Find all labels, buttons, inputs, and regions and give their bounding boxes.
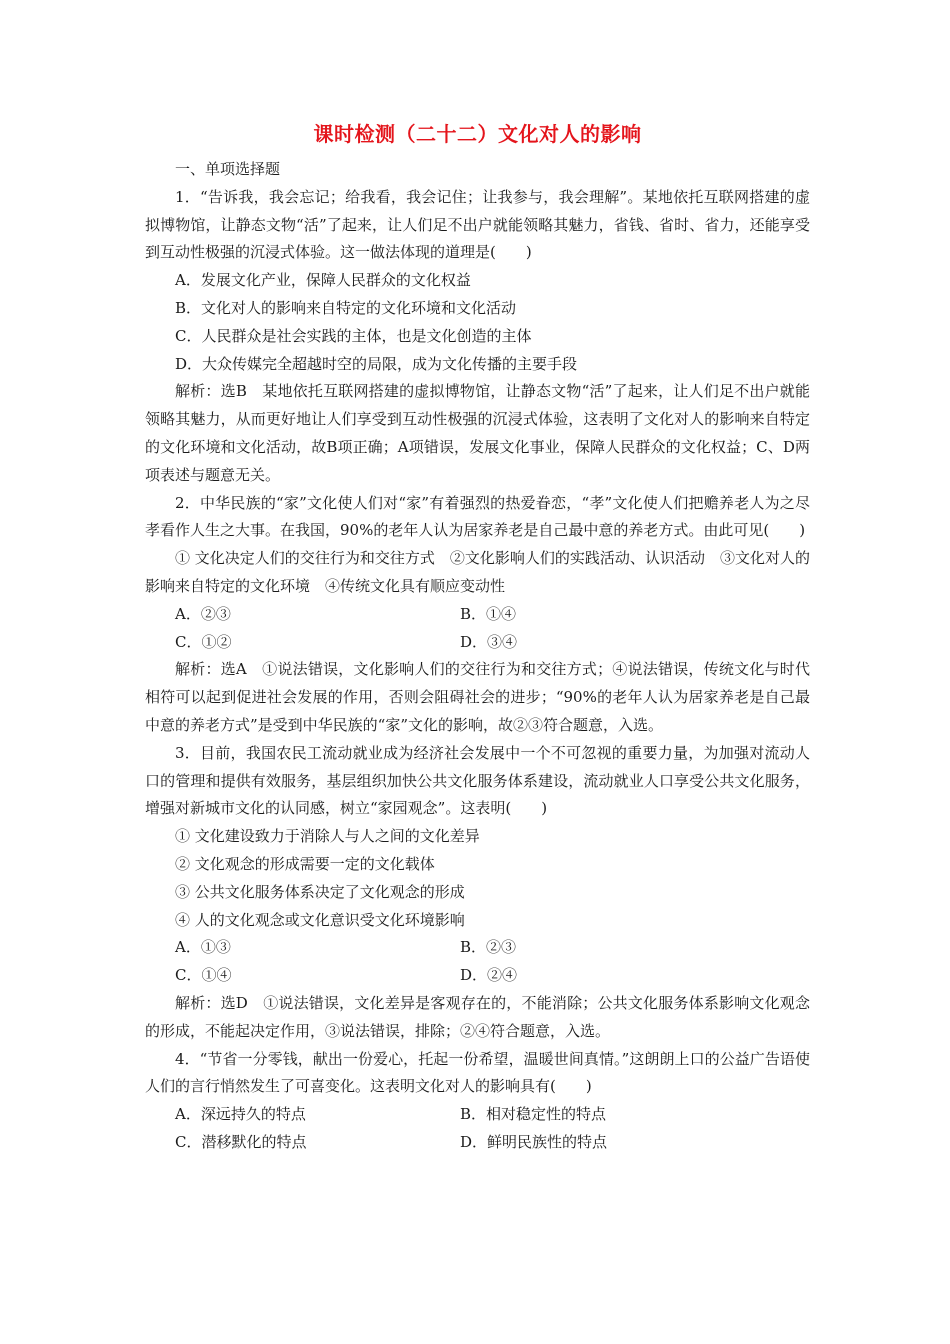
page-title: 课时检测（二十二）文化对人的影响 — [313, 122, 642, 146]
question-3-statement-2: ② 文化观念的形成需要一定的文化载体 — [175, 854, 435, 873]
question-4 — [145, 1046, 810, 1157]
question-2-options-row-2 — [145, 629, 810, 657]
question-4-options-row-1 — [145, 1101, 810, 1129]
question-1-stem: 1．“告诉我，我会忘记；给我看，我会记住；让我参与，我会理解”。某地依托互联网搭建的虚拟博物馆，让静态文物“活”了起来，让人们足不出户就能领略其魅力，省钱、省时、省力，还能享受到互动性极强的沉浸式体验。这一做法体现的道理是( ) — [145, 187, 810, 262]
section-heading: 一、单项选择题 — [175, 160, 281, 178]
question-3-analysis: 解析：选D ①说法错误，文化差异是客观存在的，不能消除；公共文化服务体系影响文化观念的形成，不能起决定作用，③说法错误，排除；②④符合题意，入选。 — [145, 993, 810, 1040]
question-3-statement-4: ④ 人的文化观念或文化意识受文化环境影响 — [175, 910, 465, 929]
question-4-option-b: B．相对稳定性的特点 — [460, 1105, 607, 1124]
question-2-option-d: D．③④ — [460, 632, 518, 651]
question-3-option-b: B．②③ — [460, 938, 517, 957]
question-4-options-row-2 — [145, 1129, 810, 1157]
question-2 — [145, 490, 810, 740]
question-4-option-a: A．深远持久的特点 — [175, 1105, 306, 1124]
document-page — [145, 118, 810, 1157]
question-4-option-c: C．潜移默化的特点 — [175, 1132, 307, 1151]
question-3-statement-1: ① 文化建设致力于消除人与人之间的文化差异 — [175, 827, 480, 846]
question-2-options-row-1 — [145, 601, 810, 629]
question-1-option-c: C．人民群众是社会实践的主体，也是文化创造的主体 — [175, 326, 532, 345]
question-2-option-a: A．②③ — [175, 604, 231, 623]
question-3-options-row-2 — [145, 962, 810, 990]
question-2-statements: ① 文化决定人们的交往行为和交往方式 ②文化影响人们的实践活动、认识活动 ③文化对人的影响来自特定的文化环境 ④传统文化具有顺应变动性 — [145, 549, 810, 595]
question-2-analysis: 解析：选A ①说法错误，文化影响人们的交往行为和交往方式；④说法错误，传统文化与时代相符可以起到促进社会发展的作用，否则会阻碍社会的进步；“90%的老年人认为居家养老是自己最中意的养老方式”是受到中华民族的“家”文化的影响，故②③符合题意，入选。 — [145, 660, 810, 734]
question-3-option-a: A．①③ — [175, 938, 231, 957]
question-1 — [145, 184, 810, 490]
question-1-option-d: D．大众传媒完全超越时空的局限，成为文化传播的主要手段 — [175, 354, 578, 373]
question-4-option-d: D．鲜明民族性的特点 — [460, 1132, 608, 1151]
question-3-option-c: C．①④ — [175, 966, 232, 985]
question-2-option-c: C．①② — [175, 632, 232, 651]
question-3-stem: 3．目前，我国农民工流动就业成为经济社会发展中一个不可忽视的重要力量，为加强对流动人口的管理和提供有效服务，基层组织加快公共文化服务体系建设，流动就业人口享受公共文化服务，增强对新城市文化的认同感，树立“家园观念”。这表明( ) — [145, 743, 810, 818]
question-1-analysis: 解析：选B 某地依托互联网搭建的虚拟博物馆，让静态文物“活”了起来，让人们足不出户就能领略其魅力，从而更好地让人们享受到互动性极强的沉浸式体验，这表明了文化对人的影响来自特定的文化环境和文化活动，故B项正确；A项错误，发展文化事业，保障人民群众的文化权益；C、D两项表述与题意无关。 — [145, 382, 810, 484]
question-2-stem: 2．中华民族的“家”文化使人们对“家”有着强烈的热爱眷恋，“孝”文化使人们把赡养老人为之尽孝看作人生之大事。在我国，90%的老年人认为居家养老是自己最中意的养老方式。由此可见( ) — [145, 493, 810, 540]
question-1-option-b: B．文化对人的影响来自特定的文化环境和文化活动 — [175, 298, 517, 317]
question-3-option-d: D．②④ — [460, 966, 518, 985]
question-1-option-a: A．发展文化产业，保障人民群众的文化权益 — [175, 271, 471, 290]
question-4-stem: 4．“节省一分零钱，献出一份爱心，托起一份希望，温暖世间真情。”这朗朗上口的公益广告语使人们的言行悄然发生了可喜变化。这表明文化对人的影响具有( ) — [145, 1049, 810, 1096]
question-3-options-row-1 — [145, 934, 810, 962]
question-2-option-b: B．①④ — [460, 604, 517, 623]
question-3-statement-3: ③ 公共文化服务体系决定了文化观念的形成 — [175, 882, 465, 901]
question-3 — [145, 740, 810, 1046]
